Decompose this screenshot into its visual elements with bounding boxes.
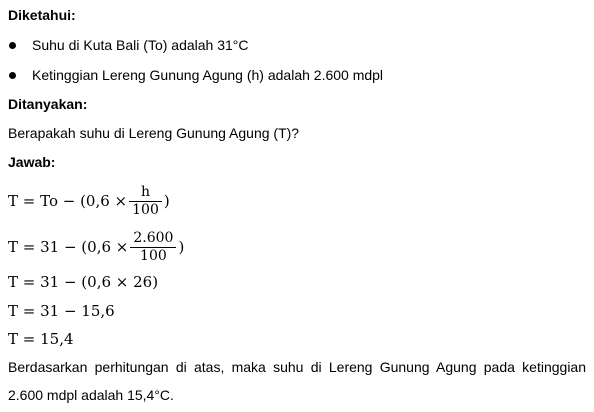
conclusion-text: Berdasarkan perhitungan di atas, maka suhu di Lereng Gunung Agung pada ketinggian 2.600 mdpl adalah 15,4°C.: [8, 359, 586, 403]
jawab-heading: Jawab:: [8, 154, 56, 170]
equation-1-lhs: T = To − (0,6 ×: [8, 192, 128, 210]
ditanyakan-heading: Ditanyakan:: [8, 96, 88, 112]
fraction-denominator: 100: [132, 201, 159, 218]
fraction: [130, 230, 176, 265]
equation-2: [8, 226, 184, 268]
fraction-numerator: h: [140, 183, 151, 200]
equation-1-rhs: ): [163, 192, 170, 210]
equation-2-lhs: T = 31 − (0,6 ×: [8, 238, 129, 256]
known-altitude: Ketinggian Lereng Gunung Agung (h) adalah 2.600 mdpl: [32, 67, 384, 83]
equation-3: T = 31 − (0,6 × 26): [8, 273, 159, 291]
diketahui-heading: Diketahui:: [8, 7, 76, 23]
equation-5: T = 15,4: [8, 330, 74, 348]
known-temperature: Suhu di Kuta Bali (To) adalah 31°C: [32, 37, 249, 53]
equation-2-rhs: ): [178, 238, 185, 256]
fraction: [129, 184, 162, 219]
bullet-icon: [9, 42, 16, 49]
question-text: Berapakah suhu di Lereng Gunung Agung (T)?: [8, 125, 300, 141]
equation-1: [8, 180, 170, 222]
equation-4: T = 31 − 15,6: [8, 302, 115, 320]
bullet-icon: [9, 72, 16, 79]
fraction-numerator: 2.600: [133, 229, 174, 246]
fraction-denominator: 100: [140, 247, 167, 264]
